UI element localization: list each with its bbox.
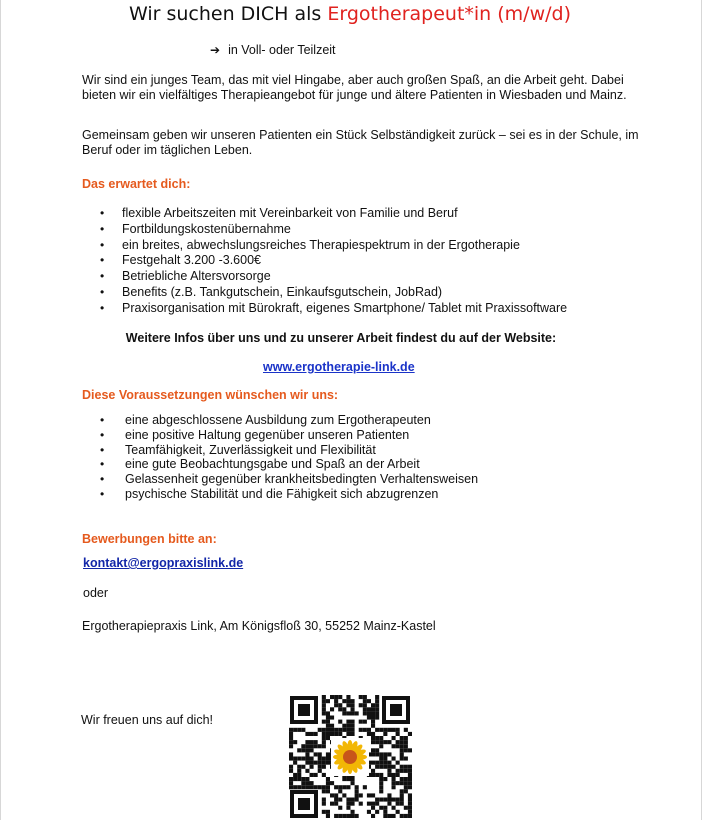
- bullet-icon: •: [100, 472, 105, 487]
- intro-paragraph-2: Gemeinsam geben wir unseren Patienten ein Stück Selbständigkeit zurück – sei es in der Schule, im Beruf oder im täglichen Leben.: [82, 128, 639, 157]
- offer-heading: Das erwartet dich:: [82, 177, 191, 191]
- list-item-text: Teamfähigkeit, Zuverlässigkeit und Flexibilität: [125, 442, 376, 457]
- bullet-icon: •: [100, 206, 105, 220]
- address-text: Ergotherapiepraxis Link, Am Königsfloß 30, 55252 Mainz-Kastel: [82, 619, 436, 633]
- page-border-left: [0, 0, 1, 820]
- email-link[interactable]: kontakt@ergopraxislink.de: [83, 556, 244, 570]
- list-item-text: flexible Arbeitszeiten mit Vereinbarkeit von Familie und Beruf: [122, 206, 458, 220]
- closing-text: Wir freuen uns auf dich!: [81, 713, 214, 727]
- list-item-text: Praxisorganisation mit Bürokraft, eigenes Smartphone/ Tablet mit Praxissoftware: [122, 300, 568, 315]
- list-item-text: ein breites, abwechslungsreiches Therapiespektrum in der Ergotherapie: [122, 237, 520, 252]
- list-item-text: psychische Stabilität und die Fähigkeit sich abzugrenzen: [125, 486, 439, 501]
- list-item-text: Festgehalt 3.200 -3.600€: [122, 253, 261, 268]
- bullet-icon: •: [100, 284, 105, 299]
- info-text: Weitere Infos über uns und zu unserer Arbeit findest du auf der Website:: [125, 331, 557, 345]
- list-item-text: eine positive Haltung gegenüber unseren Patienten: [125, 427, 410, 442]
- intro-paragraph-1: Wir sind ein junges Team, das mit viel Hingabe, aber auch großen Spaß, an die Arbeit geht. Dabei bieten wir ein vielfältiges Therapieangebot für junge und ältere Patienten in Wiesbaden und Mainz.: [82, 73, 627, 102]
- website-link[interactable]: www.ergotherapie-link.de: [263, 360, 415, 374]
- bullet-icon: •: [100, 413, 105, 427]
- bullet-icon: •: [100, 253, 105, 268]
- bullet-icon: •: [100, 457, 105, 472]
- arrow-right-icon: ➔: [210, 43, 221, 57]
- bullet-icon: •: [100, 237, 105, 252]
- qr-finder-top-right: [382, 696, 410, 724]
- list-item-text: Betriebliche Altersvorsorge: [122, 269, 271, 284]
- or-text: oder: [83, 586, 109, 600]
- employment-type: [210, 43, 336, 57]
- bullet-icon: •: [100, 300, 105, 315]
- page-title: [0, 3, 700, 25]
- bullet-icon: •: [100, 221, 105, 236]
- requirements-heading: Diese Voraussetzungen wünschen wir uns:: [82, 388, 339, 402]
- list-item-text: Fortbildungskostenübernahme: [122, 221, 291, 236]
- qr-finder-top-left: [290, 696, 318, 724]
- title-accent: Ergotherapeut*in (m/w/d): [327, 3, 572, 25]
- apply-heading: Bewerbungen bitte an:: [82, 532, 217, 546]
- bullet-icon: •: [100, 442, 105, 457]
- list-item-text: Benefits (z.B. Tankgutschein, Einkaufsgutschein, JobRad): [122, 284, 443, 299]
- qr-finder-bottom-left: [290, 790, 318, 818]
- bullet-icon: •: [100, 427, 105, 442]
- bullet-icon: •: [100, 486, 105, 501]
- title-prefix: Wir suchen DICH als: [128, 3, 328, 25]
- bullet-icon: •: [100, 269, 105, 284]
- list-item-text: eine gute Beobachtungsgabe und Spaß an der Arbeit: [125, 457, 420, 472]
- qr-code-sunflower-icon[interactable]: [289, 695, 412, 820]
- employment-type-text: in Voll- oder Teilzeit: [228, 43, 336, 57]
- list-item-text: eine abgeschlossene Ausbildung zum Ergotherapeuten: [125, 413, 431, 427]
- list-item-text: Gelassenheit gegenüber krankheitsbedingten Verhaltensweisen: [125, 472, 479, 487]
- sunflower-icon: [331, 738, 369, 776]
